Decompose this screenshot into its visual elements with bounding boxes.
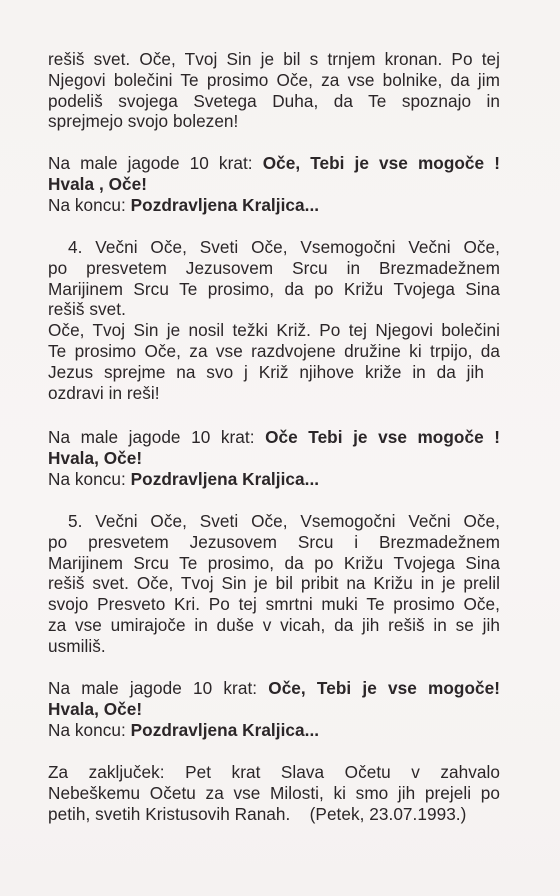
paragraph-line: Njegovi bolečini Te prosimo Oče, za vse bolnike, da jim: [48, 69, 500, 90]
paragraph-5: [48, 511, 500, 657]
refrain-prefix: Na male jagode 10 krat:: [48, 153, 263, 173]
paragraph-line: ozdravi in reši!: [48, 382, 160, 403]
refrain-1: [48, 153, 500, 215]
paragraph-line: petih, svetih Kristusovih Ranah. (Petek, 23.07.1993.): [48, 803, 467, 824]
paragraph-line: za vse umirajoče in duše v vicah, da jih rešiš in se jih: [48, 614, 500, 635]
paragraph-line: Te prosimo Oče, za vse razdvojene družine ki trpijo, da: [48, 340, 500, 361]
refrain-2: [48, 427, 500, 489]
paragraph-line: 5. Večni Oče, Sveti Oče, Vsemogočni Večni Oče,: [68, 511, 500, 531]
refrain-bold-text: Oče, Tebi je vse mogoče !: [262, 153, 500, 173]
paragraph-line: rešiš svet.: [48, 299, 126, 320]
refrain-3: [48, 678, 500, 740]
paragraph-line: [48, 362, 484, 383]
paragraph-4: [48, 237, 500, 403]
refrain-end-prefix: Na koncu:: [48, 468, 131, 489]
refrain-hvala: Hvala, Oče!: [48, 447, 143, 468]
refrain-end-bold: Pozdravljena Kraljica...: [130, 194, 320, 215]
refrain-end-line: [48, 195, 500, 216]
paragraph-intro: [48, 49, 500, 132]
paragraph-line: Marijinem Srcu Te prosimo, da po Križu Tvojega Sina: [48, 278, 500, 299]
paragraph-conclusion: [48, 762, 500, 824]
refrain-hvala: Hvala, Oče!: [48, 698, 143, 719]
refrain-end-prefix: Na koncu:: [48, 719, 131, 740]
refrain-end-bold: Pozdravljena Kraljica...: [130, 468, 320, 489]
refrain-prefix: Na male jagode 10 krat:: [48, 678, 269, 698]
refrain-end-bold: Pozdravljena Kraljica...: [130, 719, 320, 740]
refrain-line: [48, 153, 500, 174]
paragraph-line: rešiš svet. Oče, Tvoj Sin je bil s trnjem kronan. Po tej: [48, 49, 500, 69]
refrain-bold-text: Oče Tebi je vse mogoče !: [265, 427, 500, 447]
paragraph-line: Za zaključek: Pet krat Slava Očetu v zahvalo: [48, 762, 500, 782]
paragraph-line: podeliš svojega Svetega Duha, da Te spoznajo in: [48, 90, 500, 111]
paragraph-line: svojo Presveto Kri. Po tej smrtni muki Te prosimo Oče,: [48, 594, 500, 615]
paragraph-line: po presvetem Jezusovem Srcu i Brezmadežnem: [48, 531, 500, 552]
refrain-bold-text: Oče, Tebi je vse mogoče!: [268, 678, 500, 698]
paragraph-line: rešiš svet. Oče, Tvoj Sin je bil pribit na Križu in je prelil: [48, 573, 500, 594]
paragraph-line: Nebeškemu Očetu za vse Milosti, ki smo jih prejeli po: [48, 782, 500, 803]
refrain-end-line: [48, 720, 500, 741]
refrain-end-line: [48, 469, 500, 490]
paragraph-line: Marijinem Srcu Te prosimo, da po Križu Tvojega Sina: [48, 552, 500, 573]
refrain-prefix: Na male jagode 10 krat:: [48, 427, 266, 447]
refrain-end-prefix: Na koncu:: [48, 194, 131, 215]
paragraph-line: usmiliš.: [48, 635, 106, 656]
paragraph-line: 4. Večni Oče, Sveti Oče, Vsemogočni Večni Oče,: [68, 237, 500, 257]
paragraph-line: sprejmejo svojo bolezen!: [48, 111, 239, 132]
refrain-hvala: Hvala , Oče!: [48, 173, 147, 194]
refrain-line: [48, 427, 500, 448]
paragraph-line: po presvetem Jezusovem Srcu in Brezmadežnem: [48, 257, 500, 278]
paragraph-line-text: Jezus sprejme na svo j Križ njihove križe in da jih: [48, 361, 484, 382]
paragraph-line: Oče, Tvoj Sin je nosil težki Križ. Po tej Njegovi bolečini: [48, 320, 500, 341]
refrain-line: [48, 678, 500, 699]
